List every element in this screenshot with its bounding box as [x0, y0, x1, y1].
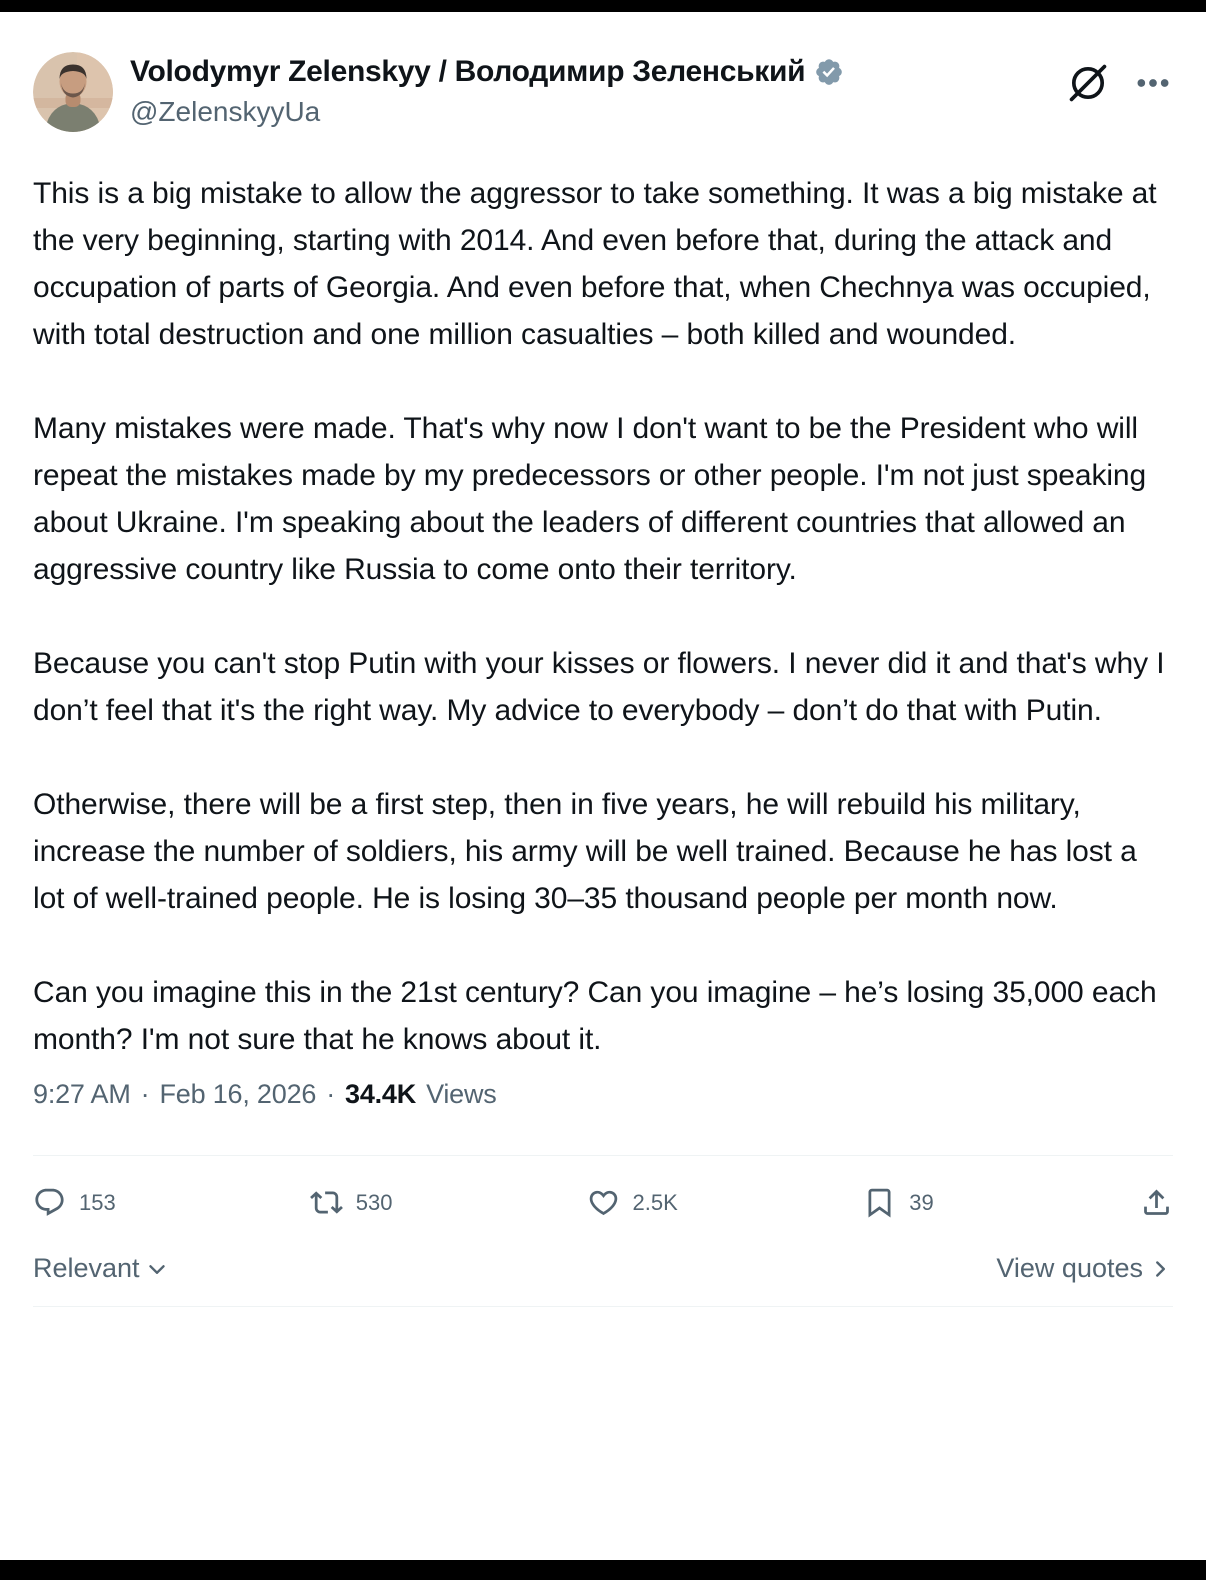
avatar[interactable] — [33, 52, 113, 132]
sort-label: Relevant — [33, 1253, 140, 1283]
tweet-paragraph: This is a big mistake to allow the aggressor to take something. It was a big mistake at the very beginning, starting with 2014. And even before that, during the attack and occupation of parts of Georgia. And even before that, when Chechnya was occupied, with total destruction and one million casualties – both killed and wounded. — [33, 177, 1157, 351]
meta-separator: · — [326, 1079, 335, 1109]
grok-icon — [1067, 62, 1109, 104]
tweet-paragraph: Can you imagine this in the 21st century? Can you imagine – he’s losing 35,000 each month? I'm not sure that he knows about it. — [33, 976, 1157, 1056]
user-handle[interactable]: @ZelenskyyUa — [130, 96, 321, 127]
timestamp-time: 9:27 AM — [33, 1079, 131, 1109]
chevron-right-icon — [1147, 1256, 1173, 1282]
like-icon — [587, 1186, 620, 1219]
views-count: 34.4K — [345, 1079, 417, 1109]
top-frame-bar — [0, 0, 1206, 12]
divider — [33, 1306, 1173, 1307]
reply-count: 153 — [79, 1189, 116, 1215]
grok-button[interactable] — [1067, 62, 1109, 104]
meta-separator: · — [140, 1079, 150, 1109]
reply-button[interactable] — [33, 1186, 310, 1219]
chevron-down-icon — [144, 1256, 170, 1282]
share-icon — [1140, 1186, 1173, 1219]
views-label[interactable]: Views — [426, 1079, 497, 1109]
tweet-text — [33, 170, 1173, 1063]
tweet-meta — [33, 1079, 1173, 1110]
avatar-image — [33, 52, 113, 132]
verified-badge-icon — [814, 57, 844, 87]
more-button[interactable] — [1133, 63, 1173, 103]
like-button[interactable] — [587, 1186, 864, 1219]
share-button[interactable] — [1140, 1186, 1173, 1219]
tweet-paragraph: Because you can't stop Putin with your kisses or flowers. I never did it and that's why I don’t feel that it's the right way. My advice to everybody – don’t do that with Putin. — [33, 647, 1165, 727]
user-names — [130, 52, 1067, 128]
tweet-paragraph: Many mistakes were made. That's why now I don't want to be the President who will repeat the mistakes made by my predecessors or other people. I'm not just speaking about Ukraine. I'm speaking about the leaders of different countries that allowed an aggressive country like Russia to come onto their territory. — [33, 412, 1147, 586]
header-actions — [1067, 52, 1173, 104]
bookmark-icon — [863, 1186, 896, 1219]
reply-icon — [33, 1186, 66, 1219]
sort-dropdown[interactable] — [33, 1253, 170, 1284]
view-quotes-label: View quotes — [996, 1253, 1143, 1283]
more-icon — [1133, 63, 1173, 103]
repost-count: 530 — [355, 1189, 393, 1215]
display-name[interactable]: Volodymyr Zelenskyy / Володимир Зеленський — [130, 55, 806, 88]
tweet-footer — [33, 1253, 1173, 1284]
repost-icon — [310, 1186, 343, 1219]
bookmark-count: 39 — [909, 1189, 934, 1215]
tweet-card — [0, 52, 1206, 1307]
repost-button[interactable] — [310, 1186, 587, 1219]
timestamp-date: Feb 16, 2026 — [159, 1079, 317, 1109]
like-count: 2.5K — [632, 1189, 678, 1215]
view-quotes-link[interactable] — [996, 1253, 1173, 1284]
action-bar — [33, 1156, 1173, 1219]
tweet-paragraph: Otherwise, there will be a first step, then in five years, he will rebuild his military, increase the number of soldiers, his army will be well trained. Because he has lost a lot of well-trained people. He is losing 30–35 thousand people per month now. — [33, 788, 1137, 915]
bookmark-button[interactable] — [863, 1186, 1140, 1219]
tweet-header — [33, 52, 1173, 132]
bottom-frame-bar — [0, 1560, 1206, 1580]
